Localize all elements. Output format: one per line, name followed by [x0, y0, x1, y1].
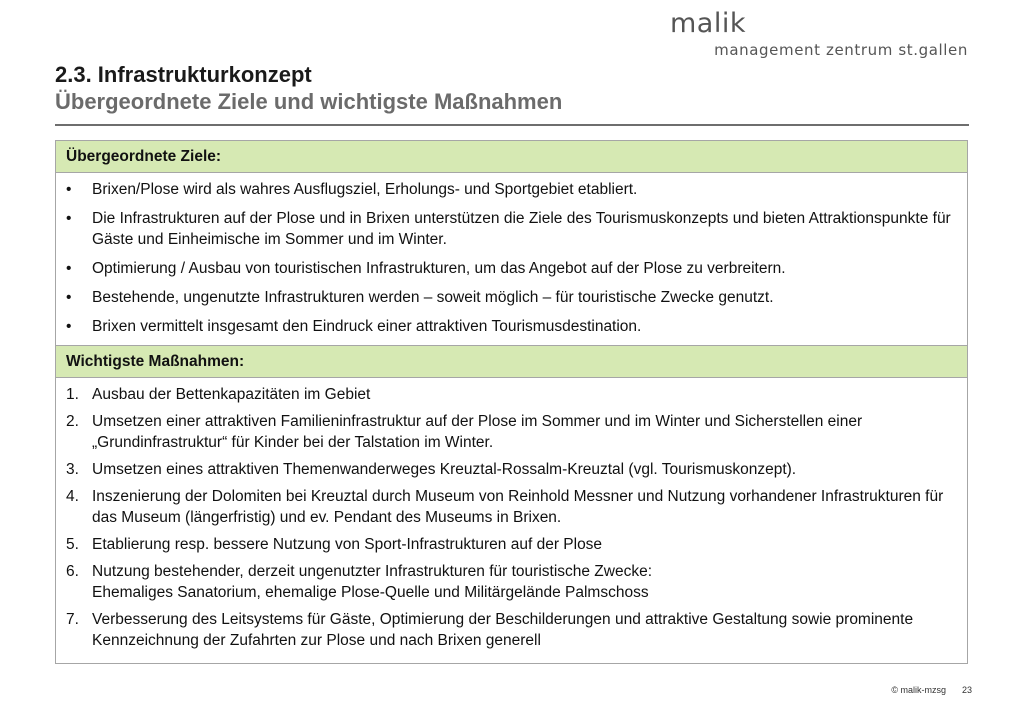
measure-item: [66, 384, 957, 405]
measure-text: Umsetzen einer attraktiven Familieninfrastruktur auf der Plose im Sommer und im Winter und Sicherstellen einer „Grundinfrastruktur“ für Kinder bei der Talstation im Winter.: [92, 413, 863, 451]
measure-number: 4.: [66, 488, 79, 505]
slide-title: 2.3. Infrastrukturkonzept: [55, 62, 312, 87]
goal-item: [66, 208, 957, 250]
slide-header: [55, 61, 562, 115]
measure-item: [66, 534, 957, 555]
goal-item: [66, 287, 957, 308]
bullet-marker: •: [66, 181, 72, 198]
bullet-marker: •: [66, 210, 72, 227]
bullet-marker: •: [66, 289, 72, 306]
goals-list: [56, 173, 967, 345]
page-number: 23: [961, 685, 972, 695]
measure-text: Ausbau der Bettenkapazitäten im Gebiet: [92, 386, 371, 403]
bullet-marker: •: [66, 318, 72, 335]
goal-item: [66, 316, 957, 337]
company-logo: [670, 10, 968, 59]
logo-name: malik: [670, 8, 746, 39]
measure-number: 3.: [66, 461, 79, 478]
goals-heading: Übergeordnete Ziele:: [56, 141, 967, 173]
measure-number: 6.: [66, 563, 79, 580]
bullet-marker: •: [66, 260, 72, 277]
measure-number: 1.: [66, 386, 79, 403]
measure-number: 7.: [66, 611, 79, 628]
goal-item: [66, 179, 957, 200]
measure-text: Inszenierung der Dolomiten bei Kreuztal durch Museum von Reinhold Messner und Nutzung vorhandener Infrastrukturen für das Museum (längerfristig) und ev. Pendant des Museums in Brixen.: [92, 488, 944, 526]
measure-item: [66, 486, 957, 528]
measure-text-line2: Ehemaliges Sanatorium, ehemalige Plose-Quelle und Militärgelände Palmschoss: [92, 584, 649, 601]
measure-item: [66, 411, 957, 453]
measure-text: Etablierung resp. bessere Nutzung von Sport-Infrastrukturen auf der Plose: [92, 536, 603, 553]
goal-text: Brixen/Plose wird als wahres Ausflugsziel, Erholungs- und Sportgebiet etabliert.: [92, 181, 638, 198]
measure-item: [66, 459, 957, 480]
footer-copyright: © malik-mzsg: [891, 685, 946, 695]
goal-text: Die Infrastrukturen auf der Plose und in Brixen unterstützen die Ziele des Tourismuskonzepts und bieten Attraktionspunkte für Gäste und Einheimische im Sommer und im Winter.: [92, 210, 951, 248]
measure-item: [66, 609, 957, 651]
measure-number: 5.: [66, 536, 79, 553]
measure-item: [66, 561, 957, 603]
measures-heading: Wichtigste Maßnahmen:: [56, 345, 967, 378]
measure-text: Verbesserung des Leitsystems für Gäste, Optimierung der Beschilderungen und attraktive Gestaltung sowie prominente Kennzeichnung der Zufahrten zur Plose und nach Brixen generell: [92, 611, 914, 649]
measures-list: [56, 378, 967, 663]
goal-text: Optimierung / Ausbau von touristischen Infrastrukturen, um das Angebot auf der Plose zu verbreitern.: [92, 260, 786, 277]
goal-text: Brixen vermittelt insgesamt den Eindruck einer attraktiven Tourismusdestination.: [92, 318, 642, 335]
measure-text: Umsetzen eines attraktiven Themenwanderweges Kreuztal-Rossalm-Kreuztal (vgl. Tourismuskonzept).: [92, 461, 797, 478]
content-table: [55, 140, 968, 664]
goal-item: [66, 258, 957, 279]
measure-number: 2.: [66, 413, 79, 430]
title-divider: [55, 124, 969, 126]
logo-subtitle: management zentrum st.gallen: [714, 41, 968, 59]
goal-text: Bestehende, ungenutzte Infrastrukturen werden – soweit möglich – für touristische Zwecke genutzt.: [92, 289, 774, 306]
slide-subtitle: Übergeordnete Ziele und wichtigste Maßnahmen: [55, 89, 563, 114]
measure-text: Nutzung bestehender, derzeit ungenutzter Infrastrukturen für touristische Zwecke:: [92, 563, 653, 580]
